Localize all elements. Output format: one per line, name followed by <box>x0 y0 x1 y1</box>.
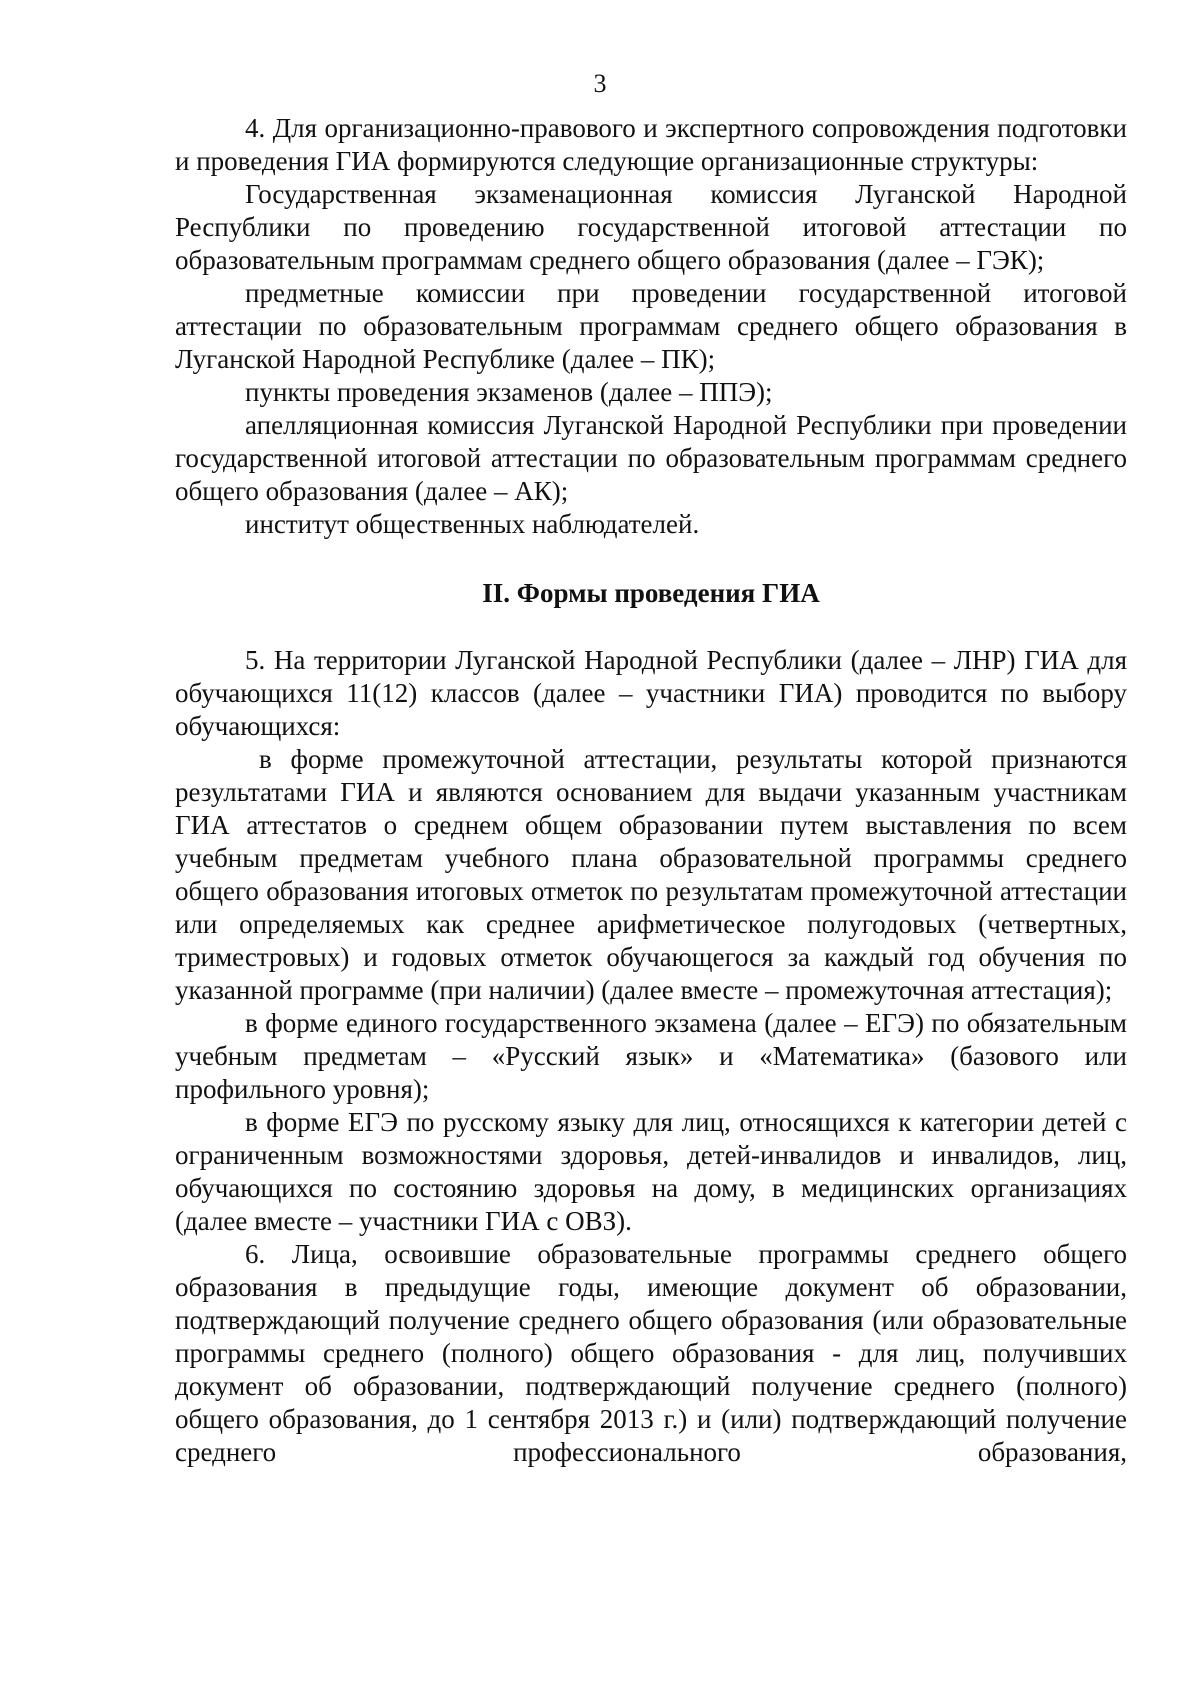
paragraph-4-intro: 4. Для организационно-правового и экспертного сопровождения подготовки и проведения ГИА формируются следующие организационные структуры: <box>175 113 1127 176</box>
document-body <box>175 112 1127 1469</box>
section-heading: II. Формы проведения ГИА <box>482 578 820 608</box>
paragraph-pk: предметные комиссии при проведении государственной итоговой аттестации по образовательным программам среднего общего образования в Луганской Народной Республике (далее – ПК); <box>175 278 1127 374</box>
paragraph-gek: Государственная экзаменационная комиссия Луганской Народной Республики по проведению государственной итоговой аттестации по образовательным программам среднего общего образования (далее – ГЭК); <box>175 179 1127 275</box>
paragraph-observers: институт общественных наблюдателей. <box>245 509 700 539</box>
paragraph-6: 6. Лица, освоившие образовательные программы среднего общего образования в предыдущие годы, имеющие документ об образовании, подтверждающий получение среднего общего образования (или образовательные программы среднего (полного) общего образования - для лиц, получивших документ об образовании, подтверждающий получение среднего (полного) общего образования, до 1 сентября 2013 г.) и (или) подтверждающий получение среднего профессионального образования, <box>175 1239 1127 1467</box>
paragraph-5-intro: 5. На территории Луганской Народной Республики (далее – ЛНР) ГИА для обучающихся 11(12) классов (далее – участники ГИА) проводится по выбору обучающихся: <box>175 645 1127 741</box>
paragraph-ege: в форме единого государственного экзамена (далее – ЕГЭ) по обязательным учебным предметам – «Русский язык» и «Математика» (базового или профильного уровня); <box>175 1008 1127 1104</box>
paragraph-intermediate-attestation: в форме промежуточной аттестации, результаты которой признаются результатами ГИА и являются основанием для выдачи указанным участникам ГИА аттестатов о среднем общем образовании путем выставления по всем учебным предметам учебного плана образовательной программы среднего общего образования итоговых отметок по результатам промежуточной аттестации или определяемых как среднее арифметическое полугодовых (четвертных, триместровых) и годовых отметок обучающегося за каждый год обучения по указанной программе (при наличии) (далее вместе – промежуточная аттестация); <box>175 744 1127 1005</box>
paragraph-ege-ovz: в форме ЕГЭ по русскому языку для лиц, относящихся к категории детей с ограниченным возможностями здоровья, детей-инвалидов и инвалидов, лиц, обучающихся по состоянию здоровья на дому, в медицинских организациях (далее вместе – участники ГИА с ОВЗ). <box>175 1107 1127 1236</box>
paragraph-ppe: пункты проведения экзаменов (далее – ППЭ); <box>245 377 773 407</box>
page-number: 3 <box>593 69 607 98</box>
paragraph-ak: апелляционная комиссия Луганской Народной Республики при проведении государственной итоговой аттестации по образовательным программам среднего общего образования (далее – АК); <box>175 410 1127 506</box>
